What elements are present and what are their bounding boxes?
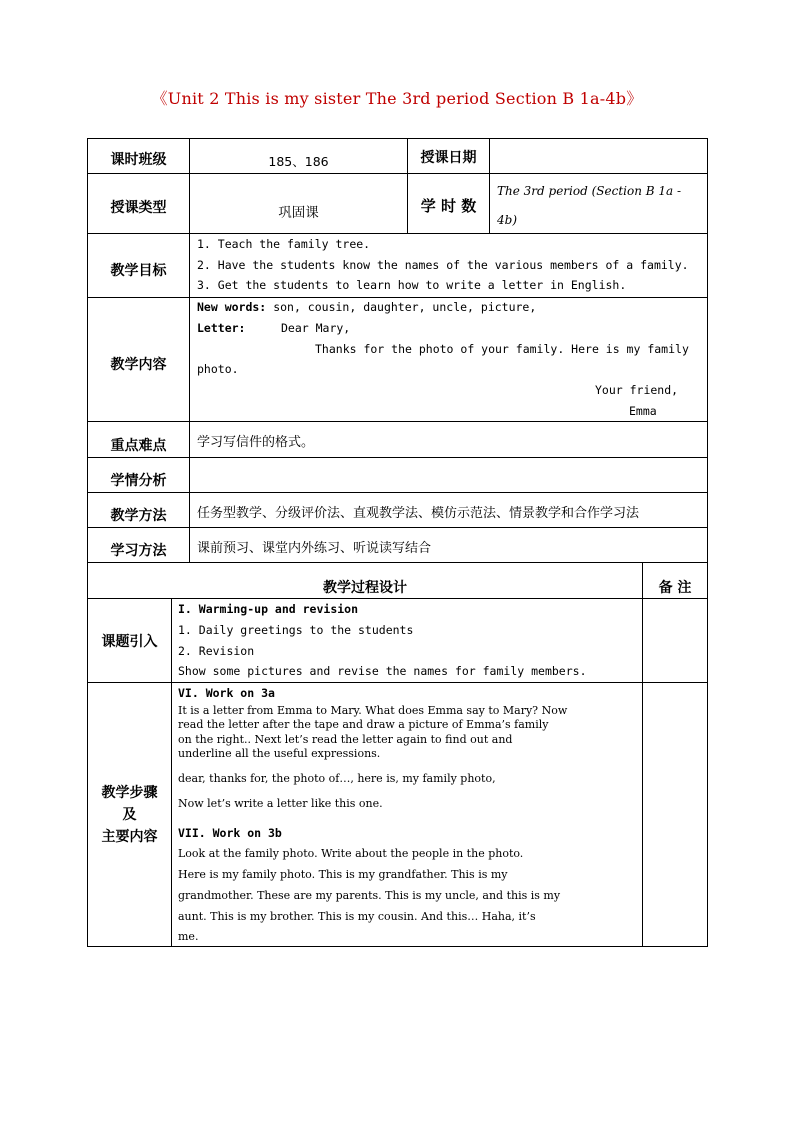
section-3b-heading: VII. Work on 3b xyxy=(178,826,282,840)
objective-item: 3. Get the students to learn how to write a letter in English. xyxy=(197,278,627,292)
intro-item: 1. Daily greetings to the students xyxy=(178,623,414,637)
section-3a-line: on the right.. Next let’s read the letter again to find out and xyxy=(178,733,513,746)
expressions-line: dear, thanks for, the photo of…, here is, my family photo, xyxy=(178,772,496,785)
intro-heading: I. Warming-up and revision xyxy=(178,602,359,616)
section-3b-line: me. xyxy=(178,930,199,943)
section-3b-line: aunt. This is my brother. This is my cousin. And this… Haha, it’s xyxy=(178,910,536,923)
section-3a-heading: VI. Work on 3a xyxy=(178,686,275,700)
hours-label: 学 时 数 xyxy=(420,196,477,215)
content-label: 教学内容 xyxy=(110,357,167,373)
methods-label: 教学方法 xyxy=(110,508,167,524)
study-value: 课前预习、课堂内外练习、听说读写结合 xyxy=(197,541,432,556)
notes-header: 备 注 xyxy=(658,580,692,596)
section-3a-line: read the letter after the tape and draw a picture of Emma’s family xyxy=(178,718,549,731)
steps-label-line-2: 及 xyxy=(122,806,137,823)
type-label: 授课类型 xyxy=(110,200,167,216)
objective-item: 1. Teach the family tree. xyxy=(197,237,371,251)
hours-value-line-1: The 3rd period (Section B 1a - xyxy=(497,184,682,198)
steps-label xyxy=(88,683,171,946)
letter-closing: Your friend, xyxy=(595,383,679,397)
new-words-line xyxy=(197,300,536,314)
new-words-list: son, cousin, daughter, uncle, picture, xyxy=(273,300,537,314)
methods-value: 任务型教学、分级评价法、直观教学法、模仿示范法、情景教学和合作学习法 xyxy=(197,506,640,521)
new-words-label: New words: xyxy=(197,300,267,314)
analysis-label: 学情分析 xyxy=(110,473,167,489)
steps-label-line-1: 教学步骤 xyxy=(101,784,158,801)
type-value: 巩固课 xyxy=(278,205,319,221)
section-3a-line: It is a letter from Emma to Mary. What does Emma say to Mary? Now xyxy=(178,704,568,717)
key-points-value: 学习写信件的格式。 xyxy=(197,435,315,450)
objectives-label: 教学目标 xyxy=(110,263,167,279)
section-3a-line: underline all the useful expressions. xyxy=(178,747,381,760)
study-label: 学习方法 xyxy=(110,543,167,559)
objective-item: 2. Have the students know the names of the various members of a family. xyxy=(197,258,689,272)
now-write-line: Now let’s write a letter like this one. xyxy=(178,797,383,810)
intro-item: Show some pictures and revise the names for family members. xyxy=(178,664,587,678)
section-3b-line: Here is my family photo. This is my grandfather. This is my xyxy=(178,868,508,881)
letter-body-line-1: Thanks for the photo of your family. Here is my family xyxy=(315,342,689,356)
steps-label-line-3: 主要内容 xyxy=(101,828,158,845)
date-label: 授课日期 xyxy=(420,150,477,166)
intro-label: 课题引入 xyxy=(101,633,158,650)
class-label: 课时班级 xyxy=(110,152,167,168)
class-value: 185、186 xyxy=(268,154,329,169)
section-3b-line: Look at the family photo. Write about the people in the photo. xyxy=(178,847,524,860)
intro-item: 2. Revision xyxy=(178,644,255,658)
page-title: 《Unit 2 This is my sister The 3rd period Section B 1a-4b》 xyxy=(151,89,643,108)
letter-label: Letter: xyxy=(197,321,246,335)
hours-value-line-2: 4b) xyxy=(497,213,517,227)
process-header: 教学过程设计 xyxy=(323,580,407,596)
letter-signature: Emma xyxy=(629,404,657,418)
letter-greeting: Dear Mary, xyxy=(281,321,351,335)
key-points-label: 重点难点 xyxy=(110,438,167,454)
letter-body-line-2: photo. xyxy=(197,362,239,376)
section-3b-line: grandmother. These are my parents. This is my uncle, and this is my xyxy=(178,889,561,902)
